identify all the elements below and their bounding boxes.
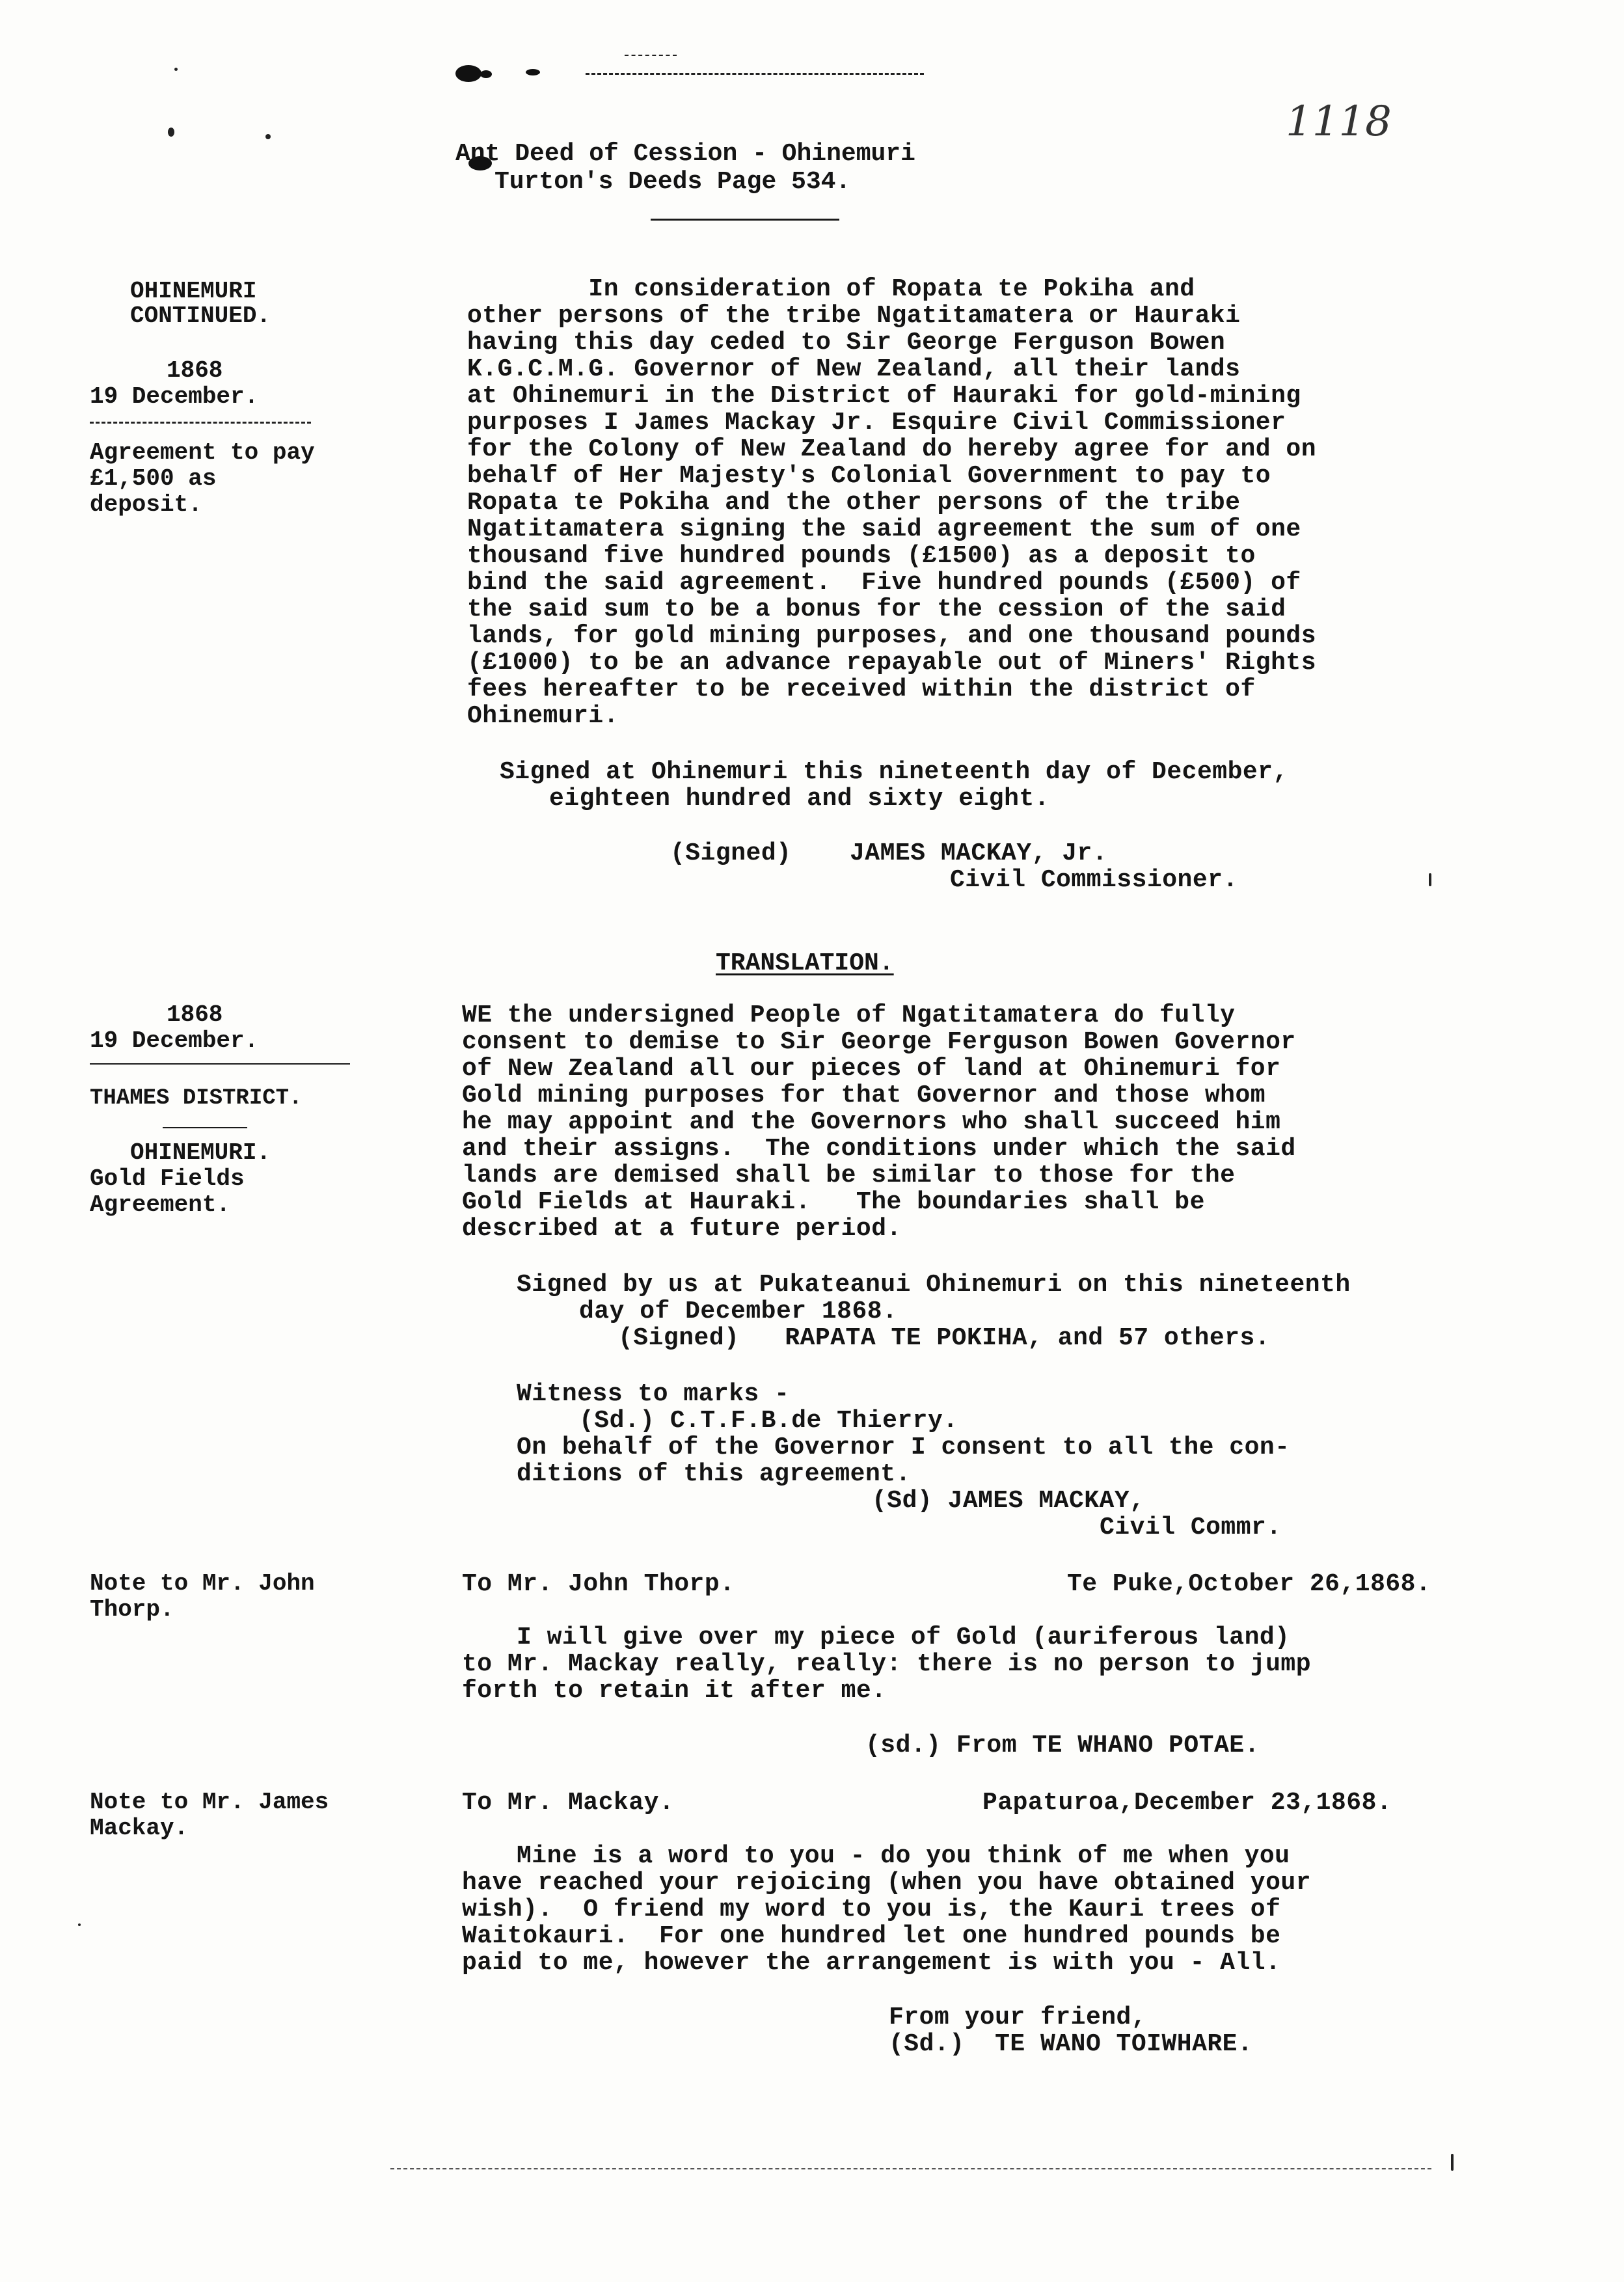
margin-note-thorp: Note to Mr. John xyxy=(90,1570,315,1597)
note-line: I will give over my piece of Gold (auriferous land) xyxy=(517,1623,1290,1651)
translation-line: WE the undersigned People of Ngatitamatera do fully xyxy=(462,1001,1236,1029)
margin-year: 1868 xyxy=(167,357,223,384)
note-salutation: To Mr. John Thorp. xyxy=(462,1570,735,1598)
witness-line: (Sd.) C.T.F.B.de Thierry. xyxy=(579,1407,958,1435)
note-line: to Mr. Mackay really, really: there is no person to jump xyxy=(462,1650,1312,1678)
ink-blot xyxy=(455,65,481,82)
header-divider xyxy=(651,219,839,221)
margin-deposit: deposit. xyxy=(90,491,202,518)
agreement-line: lands, for gold mining purposes, and one thousand pounds xyxy=(467,622,1317,650)
note-line: paid to me, however the arrangement is with you - All. xyxy=(462,1949,1281,1977)
ink-blot xyxy=(480,70,492,78)
signed-line: Signed by us at Pukateanui Ohinemuri on this nineteenth xyxy=(517,1271,1351,1299)
margin-divider xyxy=(163,1127,247,1128)
translation-line: of New Zealand all our pieces of land at Ohinemuri for xyxy=(462,1055,1281,1083)
agreement-line: bind the said agreement. Five hundred pounds (£500) of xyxy=(467,569,1301,597)
speck xyxy=(168,128,174,137)
speck xyxy=(174,68,178,71)
agreement-line: other persons of the tribe Ngatitamatera or Hauraki xyxy=(467,302,1241,330)
agreement-line: In consideration of Ropata te Pokiha and xyxy=(467,275,1195,303)
margin-thames-district: THAMES DISTRICT. xyxy=(90,1086,303,1111)
translation-line: Gold mining purposes for that Governor and those whom xyxy=(462,1081,1266,1109)
speck xyxy=(78,1923,81,1926)
margin-gold-fields: Gold Fields xyxy=(90,1165,245,1192)
translation-line: consent to demise to Sir George Ferguson Bowen Governor xyxy=(462,1028,1296,1056)
deed-reference: Turton's Deeds Page 534. xyxy=(494,168,851,196)
margin-continued: CONTINUED. xyxy=(130,303,271,329)
margin-year: 1868 xyxy=(167,1001,223,1028)
agreement-line: Ropata te Pokiha and the other persons of the tribe xyxy=(467,489,1241,517)
consent-signature: (Sd) JAMES MACKAY, xyxy=(872,1487,1145,1515)
agreement-line: Ngatitamatera signing the said agreement the sum of one xyxy=(467,515,1301,543)
margin-note-thorp: Thorp. xyxy=(90,1596,174,1623)
agreement-line: purposes I James Mackay Jr. Esquire Civil Commissioner xyxy=(467,409,1286,437)
note-line: wish). O friend my word to you is, the Kauri trees of xyxy=(462,1895,1281,1923)
agreement-line: having this day ceded to Sir George Ferguson Bowen xyxy=(467,329,1226,357)
note-place-date: Te Puke,October 26,1868. xyxy=(1067,1570,1431,1598)
margin-ohinemuri: OHINEMURI xyxy=(130,278,257,305)
consent-line: On behalf of the Governor I consent to all the con- xyxy=(517,1433,1290,1461)
top-scan-line xyxy=(625,55,677,56)
signed-line: Signed at Ohinemuri this nineteenth day of December, xyxy=(500,758,1288,786)
agreement-line: at Ohinemuri in the District of Hauraki for gold-mining xyxy=(467,382,1301,410)
translation-line: lands are demised shall be similar to those for the xyxy=(462,1161,1236,1189)
note-signature: (sd.) From TE WHANO POTAE. xyxy=(865,1732,1260,1759)
margin-date: 19 December. xyxy=(90,1027,259,1054)
deed-title: Ant Deed of Cession - Ohinemuri xyxy=(455,140,915,168)
witness-line: Witness to marks - xyxy=(517,1380,790,1408)
signed-line: day of December 1868. xyxy=(579,1297,898,1325)
note-place-date: Papaturoa,December 23,1868. xyxy=(982,1789,1392,1817)
top-scan-line xyxy=(586,73,924,75)
signature-name: JAMES MACKAY, Jr. xyxy=(850,839,1108,867)
note-line: forth to retain it after me. xyxy=(462,1677,887,1705)
translation-line: Gold Fields at Hauraki. The boundaries shall be xyxy=(462,1188,1205,1216)
margin-agreement: Agreement to pay xyxy=(90,439,315,466)
agreement-line: fees hereafter to be received within the district of xyxy=(467,675,1256,703)
margin-date: 19 December. xyxy=(90,383,259,410)
signed-line: eighteen hundred and sixty eight. xyxy=(549,785,1050,813)
folio-number: 1118 xyxy=(1286,98,1392,146)
margin-note-mackay: Mackay. xyxy=(90,1815,189,1841)
bottom-scan-line xyxy=(390,2168,1431,2169)
margin-divider xyxy=(90,1063,350,1065)
note-line: Mine is a word to you - do you think of me when you xyxy=(517,1842,1290,1870)
margin-amount: £1,500 as xyxy=(90,465,217,492)
note-line: have reached your rejoicing (when you have obtained your xyxy=(462,1869,1312,1897)
agreement-line: for the Colony of New Zealand do hereby agree for and on xyxy=(467,435,1317,463)
signature-prefix: (Signed) xyxy=(670,839,792,867)
speck xyxy=(265,134,271,139)
note-closing: From your friend, xyxy=(889,2004,1147,2031)
agreement-line: K.G.C.M.G. Governor of New Zealand, all their lands xyxy=(467,355,1241,383)
note-salutation: To Mr. Mackay. xyxy=(462,1789,675,1817)
agreement-line: (£1000) to be an advance repayable out of Miners' Rights xyxy=(467,649,1317,677)
speck xyxy=(1451,2154,1454,2171)
margin-divider xyxy=(90,422,311,424)
consent-line: ditions of this agreement. xyxy=(517,1460,911,1488)
translation-line: described at a future period. xyxy=(462,1215,902,1243)
note-line: Waitokauri. For one hundred let one hundred pounds be xyxy=(462,1922,1281,1950)
margin-agreement: Agreement. xyxy=(90,1191,231,1218)
signed-line: (Signed) RAPATA TE POKIHA, and 57 others. xyxy=(618,1324,1271,1352)
agreement-line: the said sum to be a bonus for the cession of the said xyxy=(467,595,1286,623)
ink-blot xyxy=(526,69,540,75)
agreement-line: behalf of Her Majesty's Colonial Government to pay to xyxy=(467,462,1271,490)
consent-signature-title: Civil Commr. xyxy=(1100,1514,1282,1542)
margin-note-mackay: Note to Mr. James xyxy=(90,1789,329,1815)
translation-line: he may appoint and the Governors who shall succeed him xyxy=(462,1108,1281,1136)
margin-ohinemuri: OHINEMURI. xyxy=(130,1139,271,1166)
speck xyxy=(1429,873,1431,886)
translation-line: and their assigns. The conditions under which the said xyxy=(462,1135,1296,1163)
agreement-line: Ohinemuri. xyxy=(467,702,619,730)
agreement-line: thousand five hundred pounds (£1500) as a deposit to xyxy=(467,542,1256,570)
signature-title: Civil Commissioner. xyxy=(950,866,1238,894)
translation-heading: TRANSLATION. xyxy=(716,949,894,977)
note-signature: (Sd.) TE WANO TOIWHARE. xyxy=(889,2030,1253,2058)
